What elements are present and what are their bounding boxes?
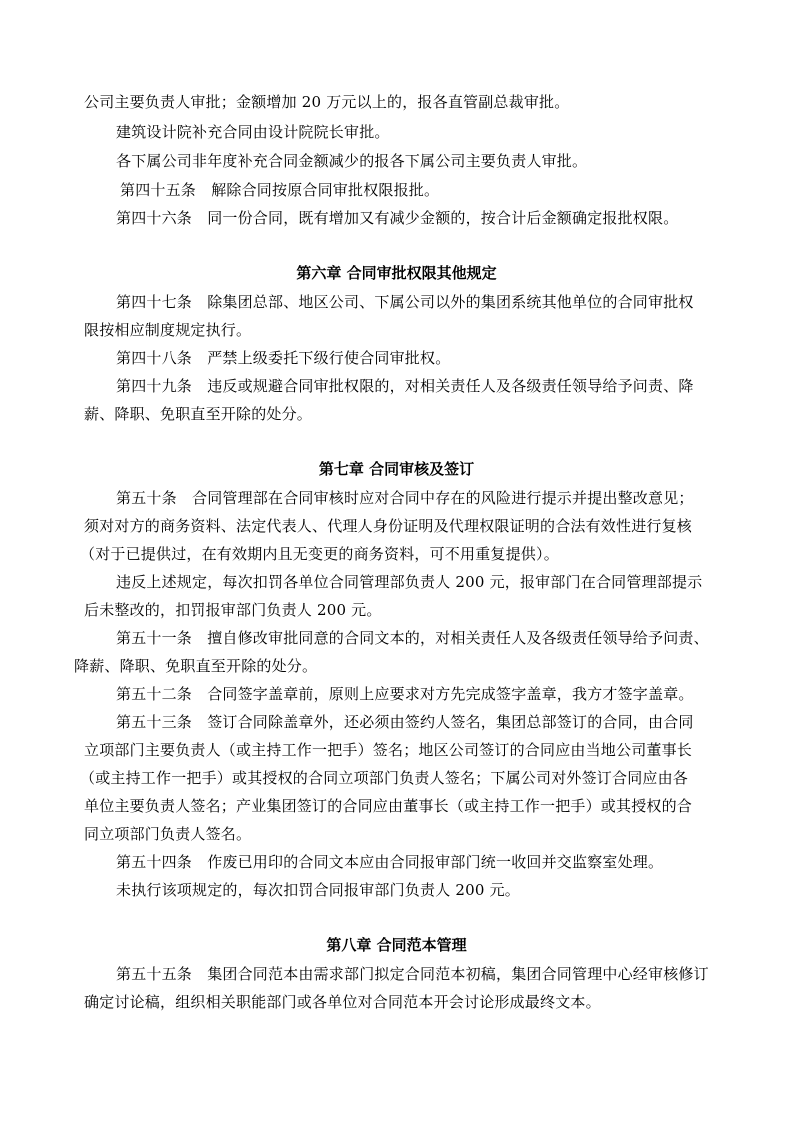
paragraph-line: 须对对方的商务资料、法定代表人、代理人身份证明及代理权限证明的合法有效性进行复核 <box>84 517 693 535</box>
paragraph-line: 确定讨论稿，组织相关职能部门或各单位对合同范本开会讨论形成最终文本。 <box>84 993 601 1011</box>
chapter-7-title: 第七章 合同审核及签订 <box>318 460 475 478</box>
paragraph-line: 未执行该项规定的，每次扣罚合同报审部门负责人 200 元。 <box>116 881 520 899</box>
article-54: 第五十四条 作废已用印的合同文本应由合同报审部门统一收回并交监察室处理。 <box>116 853 664 871</box>
paragraph-line: （或主持工作一把手）或其授权的合同立项部门负责人签名；下属公司对外签订合同应由各 <box>80 769 689 787</box>
paragraph-line: 同立项部门负责人签名。 <box>84 825 252 843</box>
paragraph-line: 限按相应制度规定执行。 <box>84 321 252 339</box>
paragraph-line: 后未整改的，扣罚报审部门负责人 200 元。 <box>84 601 382 619</box>
paragraph-line: 公司主要负责人审批；金额增加 20 万元以上的，报各直管副总裁审批。 <box>84 93 570 111</box>
article-48: 第四十八条 严禁上级委托下级行使合同审批权。 <box>116 349 451 367</box>
article-52: 第五十二条 合同签字盖章前，原则上应要求对方先完成签字盖章，我方才签字盖章。 <box>116 685 694 703</box>
article-50: 第五十条 合同管理部在合同审核时应对合同中存在的风险进行提示并提出整改意见； <box>116 489 694 507</box>
paragraph-line: 违反上述规定，每次扣罚各单位合同管理部负责人 200 元，报审部门在合同管理部提示 <box>116 573 703 591</box>
paragraph-line: 立项部门主要负责人（或主持工作一把手）签名；地区公司签订的合同应由当地公司董事长 <box>84 741 693 759</box>
paragraph-line: （对于已提供过，在有效期内且无变更的商务资料，可不用重复提供）。 <box>80 545 559 563</box>
chapter-8-title: 第八章 合同范本管理 <box>326 936 467 954</box>
paragraph-line: 建筑设计院补充合同由设计院院长审批。 <box>116 123 390 141</box>
chapter-6-title: 第六章 合同审批权限其他规定 <box>296 264 497 282</box>
article-47: 第四十七条 除集团总部、地区公司、下属公司以外的集团系统其他单位的合同审批权 <box>116 293 694 311</box>
paragraph-line: 薪、降职、免职直至开除的处分。 <box>84 405 313 423</box>
paragraph-line: 单位主要负责人签名；产业集团签订的合同应由董事长（或主持工作一把手）或其授权的合 <box>84 797 693 815</box>
article-49: 第四十九条 违反或规避合同审批权限的，对相关责任人及各级责任领导给予问责、降 <box>116 377 694 395</box>
article-46: 第四十六条 同一份合同，既有增加又有减少金额的，按合计后金额确定报批权限。 <box>116 209 679 227</box>
paragraph-line: 降薪、降职、免职直至开除的处分。 <box>74 657 318 675</box>
article-55: 第五十五条 集团合同范本由需求部门拟定合同范本初稿，集团合同管理中心经审核修订 <box>116 965 709 983</box>
article-51: 第五十一条 擅自修改审批同意的合同文本的，对相关责任人及各级责任领导给予问责、 <box>116 629 709 647</box>
article-53: 第五十三条 签订合同除盖章外，还必须由签约人签名，集团总部签订的合同，由合同 <box>116 713 694 731</box>
paragraph-line: 各下属公司非年度补充合同金额减少的报各下属公司主要负责人审批。 <box>116 152 588 170</box>
article-45: 第四十五条 解除合同按原合同审批权限报批。 <box>120 181 440 199</box>
